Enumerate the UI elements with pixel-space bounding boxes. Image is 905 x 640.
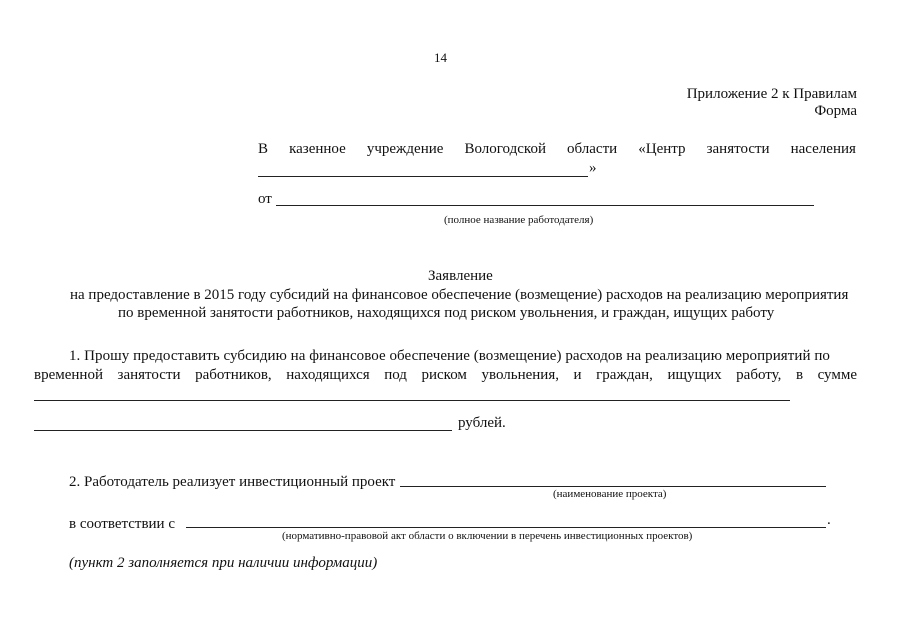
employer-name-caption: (полное название работодателя) [444, 214, 594, 226]
amount-field-line-1[interactable] [34, 400, 790, 401]
currency-label: рублей. [458, 415, 506, 431]
addressee-word: В [258, 141, 269, 157]
investment-project-field[interactable] [400, 486, 826, 487]
item1-word: занятости [117, 367, 181, 383]
addressee-word: населения [790, 141, 856, 157]
item2-label: 2. Работодатель реализует инвестиционный проект [69, 474, 396, 490]
accordance-label: в соответствии с [69, 516, 175, 532]
amount-field-line-2[interactable] [34, 430, 452, 431]
item1-word: ищущих [667, 367, 722, 383]
item1-word: работников, [195, 367, 272, 383]
document-title: Заявление [428, 268, 493, 284]
item1-word: граждан, [596, 367, 653, 383]
item1-word: увольнения, [481, 367, 559, 383]
act-caption: (нормативно-правовой акт области о включении в перечень инвестиционных проектов) [282, 530, 693, 542]
item1-word: временной [34, 367, 103, 383]
form-label: Форма [814, 103, 857, 119]
accordance-end: . [827, 512, 831, 528]
item1-word: и [573, 367, 582, 383]
addressee-word: области [567, 141, 618, 157]
item2-note: (пункт 2 заполняется при наличии информации) [69, 555, 378, 571]
project-caption: (наименование проекта) [553, 488, 667, 500]
item1-word: работу, [736, 367, 782, 383]
from-label: от [258, 191, 272, 207]
item1-word: под [384, 367, 407, 383]
employer-name-field[interactable] [276, 205, 814, 206]
item1-word: сумме [817, 367, 857, 383]
addressee-word: Вологодской [464, 141, 546, 157]
item1-word: риском [421, 367, 467, 383]
item1-line-2 [34, 367, 857, 384]
addressee-word: занятости [706, 141, 770, 157]
legal-act-field[interactable] [186, 527, 826, 528]
addressee-line [258, 141, 856, 158]
addressee-blank[interactable] [258, 176, 588, 177]
title-line-1: на предоставление в 2015 году субсидий на финансовое обеспечение (возмещение) расходов на реализацию мероприятия [70, 287, 849, 303]
addressee-word: учреждение [366, 141, 444, 157]
addressee-word: «Центр [638, 141, 686, 157]
item1-word: в [795, 367, 804, 383]
appendix-label: Приложение 2 к Правилам [686, 86, 857, 102]
item1-line-1: 1. Прошу предоставить субсидию на финансовое обеспечение (возмещение) расходов на реализацию мероприятий по [69, 348, 830, 364]
addressee-close-quote: » [589, 160, 597, 176]
addressee-word: казенное [289, 141, 346, 157]
item1-word: находящихся [286, 367, 370, 383]
title-line-2: по временной занятости работников, находящихся под риском увольнения, и граждан, ищущих работу [118, 305, 775, 321]
page-number: 14 [434, 50, 447, 65]
